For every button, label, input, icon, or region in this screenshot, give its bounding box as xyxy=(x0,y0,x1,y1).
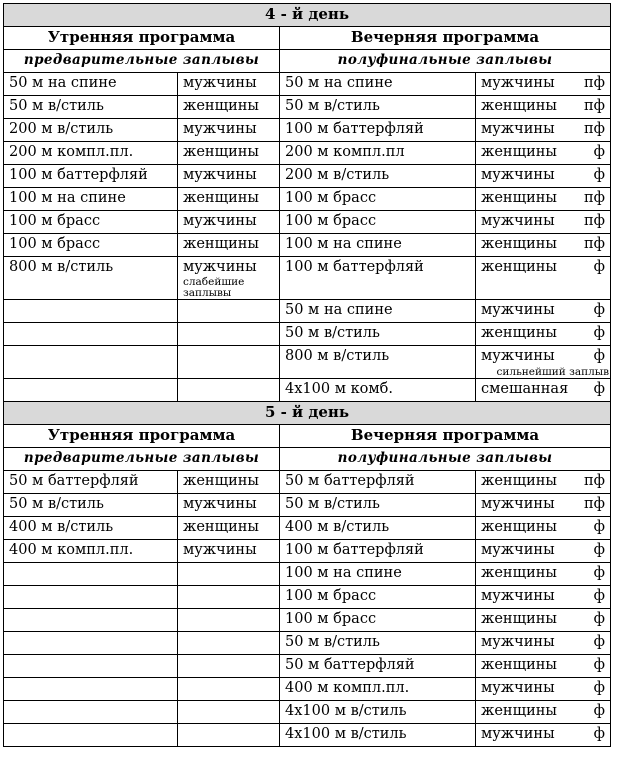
morning-gender: женщины xyxy=(183,144,259,160)
evening-stage: пф xyxy=(584,496,606,512)
evening-gender-stage xyxy=(481,379,605,399)
morning-gender: женщины xyxy=(183,473,259,489)
evening-gender: мужчины xyxy=(481,542,555,558)
evening-event-cell: 100 м брасс xyxy=(280,211,476,234)
morning-event-cell: 200 м компл.пл. xyxy=(4,142,178,165)
evening-gender-stage xyxy=(481,234,605,254)
evening-stage: ф xyxy=(593,588,606,604)
evening-event-cell: 100 м на спине xyxy=(280,234,476,257)
evening-gender: мужчины xyxy=(481,75,555,91)
morning-gender-cell xyxy=(178,494,280,517)
morning-program-subheader: предварительные заплывы xyxy=(4,448,280,471)
evening-gender: мужчины xyxy=(481,302,555,318)
evening-gender-cell xyxy=(476,678,611,701)
evening-event-cell: 50 м в/стиль xyxy=(280,494,476,517)
evening-program-subheader: полуфинальные заплывы xyxy=(280,50,611,73)
morning-gender-cell xyxy=(178,655,280,678)
table-row xyxy=(4,632,611,655)
morning-gender: женщины xyxy=(183,98,259,114)
evening-stage: пф xyxy=(584,98,606,114)
morning-event-cell: 200 м в/стиль xyxy=(4,119,178,142)
morning-gender: мужчины xyxy=(183,75,257,91)
evening-gender-stage xyxy=(481,724,605,744)
morning-program-header: Утренняя программа xyxy=(4,27,280,50)
morning-gender-cell xyxy=(178,586,280,609)
day-title: 5 - й день xyxy=(4,402,611,425)
evening-gender-stage xyxy=(481,586,605,606)
morning-gender-cell xyxy=(178,609,280,632)
evening-gender-cell xyxy=(476,96,611,119)
evening-stage: ф xyxy=(593,634,606,650)
evening-gender-cell xyxy=(476,257,611,300)
morning-event-cell: 100 м брасс xyxy=(4,234,178,257)
table-row xyxy=(4,724,611,747)
table-row xyxy=(4,655,611,678)
evening-stage: ф xyxy=(593,144,606,160)
morning-gender-cell xyxy=(178,257,280,300)
evening-stage: ф xyxy=(593,726,606,742)
evening-event-cell: 100 м баттерфляй xyxy=(280,257,476,300)
morning-gender-cell xyxy=(178,346,280,379)
evening-gender: женщины xyxy=(481,236,557,252)
morning-event-cell: 50 м в/стиль xyxy=(4,494,178,517)
evening-gender-cell xyxy=(476,494,611,517)
evening-gender: женщины xyxy=(481,190,557,206)
evening-gender-stage xyxy=(481,701,605,721)
evening-gender-cell xyxy=(476,119,611,142)
evening-event-cell: 4х100 м в/стиль xyxy=(280,701,476,724)
evening-event-cell: 50 м на спине xyxy=(280,300,476,323)
evening-gender-cell xyxy=(476,165,611,188)
schedule-wrapper xyxy=(3,3,611,747)
evening-stage: ф xyxy=(593,611,606,627)
evening-gender: женщины xyxy=(481,519,557,535)
evening-gender-stage xyxy=(481,188,605,208)
evening-gender: женщины xyxy=(481,325,557,341)
evening-gender-stage xyxy=(481,323,605,343)
evening-gender-stage xyxy=(481,494,605,514)
evening-event-cell: 50 м в/стиль xyxy=(280,632,476,655)
evening-stage: ф xyxy=(593,519,606,535)
table-row xyxy=(4,300,611,323)
evening-gender-stage xyxy=(481,609,605,629)
evening-stage: ф xyxy=(593,302,606,318)
morning-event-cell xyxy=(4,609,178,632)
evening-gender-cell xyxy=(476,724,611,747)
evening-stage: пф xyxy=(584,473,606,489)
table-row xyxy=(4,257,611,300)
morning-gender: мужчины xyxy=(183,259,257,275)
evening-gender-stage xyxy=(481,346,605,366)
morning-program-header: Утренняя программа xyxy=(4,425,280,448)
table-row xyxy=(4,471,611,494)
evening-stage: ф xyxy=(593,542,606,558)
evening-gender-cell xyxy=(476,586,611,609)
evening-gender-cell xyxy=(476,655,611,678)
evening-gender-cell xyxy=(476,632,611,655)
table-row xyxy=(4,234,611,257)
evening-gender: мужчины xyxy=(481,726,555,742)
evening-gender-cell xyxy=(476,323,611,346)
evening-stage: ф xyxy=(593,657,606,673)
evening-gender: мужчины xyxy=(481,496,555,512)
evening-gender: мужчины xyxy=(481,588,555,604)
morning-gender-cell xyxy=(178,119,280,142)
evening-event-cell: 50 м на спине xyxy=(280,73,476,96)
morning-gender-cell xyxy=(178,563,280,586)
evening-gender-stage xyxy=(481,119,605,139)
morning-event-cell xyxy=(4,300,178,323)
evening-stage: пф xyxy=(584,190,606,206)
evening-gender-stage xyxy=(481,96,605,116)
evening-gender: мужчины xyxy=(481,121,555,137)
evening-gender-cell xyxy=(476,379,611,402)
evening-gender-cell xyxy=(476,211,611,234)
evening-gender: женщины xyxy=(481,98,557,114)
evening-gender: смешанная xyxy=(481,381,569,397)
table-row xyxy=(4,142,611,165)
evening-event-cell: 100 м брасс xyxy=(280,188,476,211)
morning-event-cell xyxy=(4,563,178,586)
morning-gender-cell xyxy=(178,471,280,494)
evening-gender-stage xyxy=(481,517,605,537)
table-row xyxy=(4,211,611,234)
morning-event-cell xyxy=(4,586,178,609)
morning-gender: мужчины xyxy=(183,213,257,229)
morning-event-cell xyxy=(4,323,178,346)
morning-gender: мужчины xyxy=(183,167,257,183)
evening-event-cell: 50 м в/стиль xyxy=(280,323,476,346)
morning-event-cell: 50 м в/стиль xyxy=(4,96,178,119)
morning-gender-cell xyxy=(178,678,280,701)
morning-gender-cell xyxy=(178,300,280,323)
morning-event-cell: 100 м баттерфляй xyxy=(4,165,178,188)
evening-gender: женщины xyxy=(481,703,557,719)
evening-stage: ф xyxy=(593,381,606,397)
evening-program-header: Вечерняя программа xyxy=(280,425,611,448)
evening-stage: ф xyxy=(593,680,606,696)
table-row xyxy=(4,701,611,724)
table-row xyxy=(4,609,611,632)
morning-gender: женщины xyxy=(183,190,259,206)
evening-event-cell: 200 м в/стиль xyxy=(280,165,476,188)
evening-stage: ф xyxy=(593,259,606,275)
evening-program-header: Вечерняя программа xyxy=(280,27,611,50)
evening-gender-cell xyxy=(476,540,611,563)
evening-gender-stage xyxy=(481,563,605,583)
evening-stage: ф xyxy=(593,348,606,364)
morning-event-cell: 100 м брасс xyxy=(4,211,178,234)
program-header-row xyxy=(4,27,611,50)
evening-gender-cell xyxy=(476,609,611,632)
table-row xyxy=(4,540,611,563)
evening-gender-cell xyxy=(476,517,611,540)
table-row xyxy=(4,323,611,346)
morning-gender-cell xyxy=(178,517,280,540)
evening-note: сильнейший заплыв xyxy=(496,366,610,378)
morning-gender-cell xyxy=(178,234,280,257)
evening-gender-stage xyxy=(481,632,605,652)
evening-gender-stage xyxy=(481,471,605,491)
evening-program-subheader: полуфинальные заплывы xyxy=(280,448,611,471)
program-header-row xyxy=(4,425,611,448)
evening-gender-stage xyxy=(481,540,605,560)
morning-gender-cell xyxy=(178,188,280,211)
evening-gender: женщины xyxy=(481,611,557,627)
evening-gender: мужчины xyxy=(481,348,555,364)
program-subheader-row xyxy=(4,50,611,73)
evening-gender-stage xyxy=(481,257,605,277)
day-title: 4 - й день xyxy=(4,4,611,27)
day-title-row xyxy=(4,4,611,27)
evening-stage: пф xyxy=(584,236,606,252)
evening-gender: женщины xyxy=(481,657,557,673)
morning-event-cell: 50 м баттерфляй xyxy=(4,471,178,494)
evening-stage: пф xyxy=(584,121,606,137)
evening-gender-cell xyxy=(476,701,611,724)
morning-event-cell xyxy=(4,632,178,655)
morning-event-cell xyxy=(4,724,178,747)
evening-stage: ф xyxy=(593,167,606,183)
morning-event-cell: 100 м на спине xyxy=(4,188,178,211)
morning-gender-cell xyxy=(178,96,280,119)
schedule-table xyxy=(3,3,611,747)
table-row xyxy=(4,563,611,586)
evening-gender: мужчины xyxy=(481,680,555,696)
table-row xyxy=(4,73,611,96)
table-row xyxy=(4,96,611,119)
morning-gender-cell xyxy=(178,701,280,724)
evening-gender-stage xyxy=(481,655,605,675)
morning-event-cell xyxy=(4,346,178,379)
evening-gender-cell xyxy=(476,73,611,96)
evening-gender-stage xyxy=(481,678,605,698)
evening-stage: пф xyxy=(584,75,606,91)
morning-gender-cell xyxy=(178,165,280,188)
morning-event-cell xyxy=(4,379,178,402)
table-row xyxy=(4,165,611,188)
morning-gender: женщины xyxy=(183,236,259,252)
evening-gender-stage xyxy=(481,165,605,185)
morning-gender-cell xyxy=(178,73,280,96)
evening-event-cell: 50 м в/стиль xyxy=(280,96,476,119)
morning-gender: мужчины xyxy=(183,121,257,137)
morning-gender: мужчины xyxy=(183,496,257,512)
evening-gender: мужчины xyxy=(481,213,555,229)
table-row xyxy=(4,346,611,379)
evening-gender-cell xyxy=(476,471,611,494)
morning-event-cell: 400 м компл.пл. xyxy=(4,540,178,563)
evening-event-cell: 400 м компл.пл. xyxy=(280,678,476,701)
morning-event-cell: 50 м на спине xyxy=(4,73,178,96)
evening-event-cell: 100 м на спине xyxy=(280,563,476,586)
morning-note: слабейшие заплывы xyxy=(183,276,245,299)
evening-event-cell: 400 м в/стиль xyxy=(280,517,476,540)
schedule-body xyxy=(4,4,611,747)
evening-gender-stage xyxy=(481,211,605,231)
table-row xyxy=(4,586,611,609)
day-title-row xyxy=(4,402,611,425)
table-row xyxy=(4,188,611,211)
evening-event-cell: 50 м баттерфляй xyxy=(280,471,476,494)
evening-event-cell: 100 м баттерфляй xyxy=(280,119,476,142)
morning-gender-cell xyxy=(178,724,280,747)
evening-event-cell: 100 м брасс xyxy=(280,609,476,632)
evening-gender-stage xyxy=(481,73,605,93)
morning-gender-cell xyxy=(178,379,280,402)
evening-gender: женщины xyxy=(481,473,557,489)
program-subheader-row xyxy=(4,448,611,471)
morning-event-cell xyxy=(4,655,178,678)
morning-gender-cell xyxy=(178,632,280,655)
table-row xyxy=(4,379,611,402)
evening-gender-cell xyxy=(476,142,611,165)
evening-event-cell: 800 м в/стиль xyxy=(280,346,476,379)
evening-event-cell: 200 м компл.пл xyxy=(280,142,476,165)
table-row xyxy=(4,494,611,517)
evening-gender-cell xyxy=(476,234,611,257)
morning-gender: женщины xyxy=(183,519,259,535)
evening-stage: ф xyxy=(593,703,606,719)
evening-gender-stage xyxy=(481,300,605,320)
table-row xyxy=(4,678,611,701)
evening-event-cell: 100 м баттерфляй xyxy=(280,540,476,563)
evening-event-cell: 100 м брасс xyxy=(280,586,476,609)
evening-gender-cell xyxy=(476,563,611,586)
evening-gender-cell xyxy=(476,300,611,323)
evening-gender: женщины xyxy=(481,144,557,160)
evening-event-cell: 4х100 м в/стиль xyxy=(280,724,476,747)
evening-gender-stage xyxy=(481,142,605,162)
table-row xyxy=(4,517,611,540)
table-row xyxy=(4,119,611,142)
morning-gender-cell xyxy=(178,142,280,165)
evening-gender: мужчины xyxy=(481,167,555,183)
morning-event-cell xyxy=(4,678,178,701)
evening-event-cell: 4х100 м комб. xyxy=(280,379,476,402)
evening-stage: пф xyxy=(584,213,606,229)
evening-gender-cell xyxy=(476,346,611,379)
evening-stage: ф xyxy=(593,325,606,341)
evening-gender: женщины xyxy=(481,259,557,275)
evening-gender: мужчины xyxy=(481,634,555,650)
evening-gender: женщины xyxy=(481,565,557,581)
morning-event-cell: 800 м в/стиль xyxy=(4,257,178,300)
evening-event-cell: 50 м баттерфляй xyxy=(280,655,476,678)
morning-gender: мужчины xyxy=(183,542,257,558)
evening-gender-cell xyxy=(476,188,611,211)
morning-gender-cell xyxy=(178,323,280,346)
evening-stage: ф xyxy=(593,565,606,581)
morning-event-cell xyxy=(4,701,178,724)
morning-program-subheader: предварительные заплывы xyxy=(4,50,280,73)
morning-event-cell: 400 м в/стиль xyxy=(4,517,178,540)
morning-gender-cell xyxy=(178,211,280,234)
morning-gender-cell xyxy=(178,540,280,563)
